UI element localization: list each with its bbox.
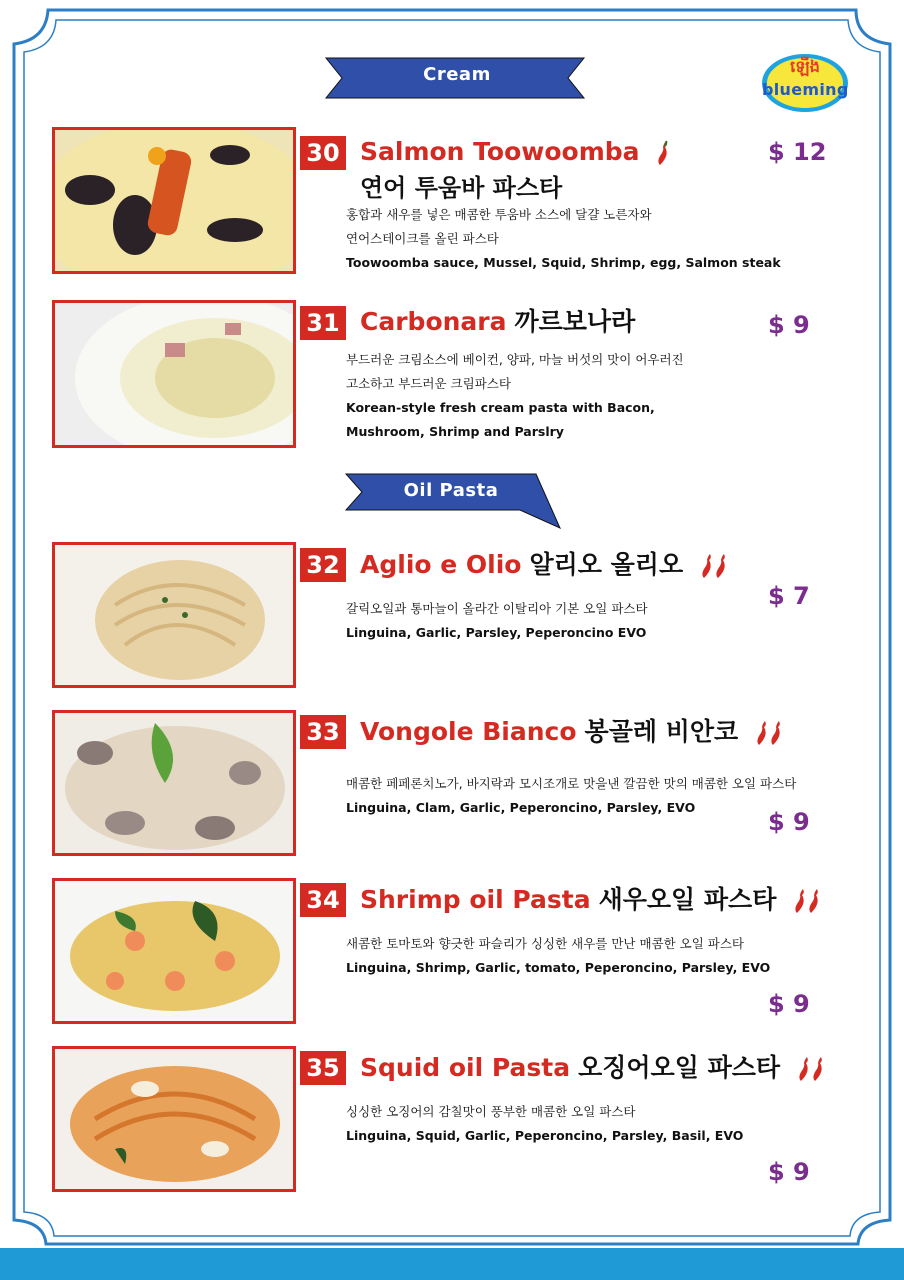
chili-icon (654, 139, 672, 167)
desc-ko-line: 새콤한 토마토와 향긋한 파슬리가 싱싱한 새우를 만난 매콤한 오일 파스타 (346, 936, 745, 951)
dish-photo (52, 710, 296, 856)
item-title-ko: 오징어오일 파스타 (578, 1053, 781, 1082)
item-number: 30 (300, 136, 346, 170)
blueming-logo (760, 52, 850, 114)
item-title (360, 883, 823, 917)
desc-ko-line: 고소하고 부드러운 크림파스타 (346, 376, 511, 391)
desc-ko-line: 연어스테이크를 올린 파스타 (346, 231, 499, 246)
double-chili-icon (698, 552, 730, 580)
item-price: $ 12 (768, 138, 827, 166)
double-chili-icon (791, 887, 823, 915)
desc-ko-line: 싱싱한 오징어의 감칠맛이 풍부한 매콤한 오일 파스타 (346, 1104, 636, 1119)
desc-en-line: Linguina, Squid, Garlic, Peperoncino, Parsley, Basil, EVO (346, 1128, 744, 1143)
item-description (346, 932, 770, 980)
desc-en-line: Toowoomba sauce, Mussel, Squid, Shrimp, egg, Salmon steak (346, 255, 781, 270)
bottom-bar (0, 1248, 904, 1280)
dish-photo (52, 1046, 296, 1192)
item-title (360, 305, 635, 339)
section-title-oil: Oil Pasta (403, 480, 499, 501)
item-subtitle-ko: 연어 투움바 파스타 (360, 174, 563, 202)
item-title-en: Carbonara (360, 307, 507, 336)
double-chili-icon (795, 1055, 827, 1083)
desc-en-line: Linguina, Clam, Garlic, Peperoncino, Parsley, EVO (346, 800, 696, 815)
item-title-ko: 알리오 올리오 (529, 550, 684, 579)
item-title-ko: 까르보나라 (514, 307, 636, 336)
item-number: 32 (300, 548, 346, 582)
item-description (346, 348, 684, 444)
dish-photo (52, 878, 296, 1024)
item-number: 31 (300, 306, 346, 340)
desc-en-line: Linguina, Shrimp, Garlic, tomato, Peperoncino, Parsley, EVO (346, 960, 771, 975)
item-number: 34 (300, 883, 346, 917)
item-title-en: Squid oil Pasta (360, 1053, 571, 1082)
item-title (360, 715, 785, 749)
logo-brand-text: blueming (762, 80, 849, 99)
desc-ko-line: 매콤한 페페론치노가, 바지락과 모시조개로 맛을낸 깔끔한 맛의 매콤한 오일 파스타 (346, 776, 797, 791)
item-title-ko: 새우오일 파스타 (598, 885, 777, 914)
item-price: $ 9 (768, 990, 810, 1018)
item-title (360, 548, 730, 582)
item-price: $ 9 (768, 1158, 810, 1186)
item-description (346, 597, 648, 645)
section-banner-oil (340, 470, 562, 530)
desc-ko-line: 갈릭오일과 통마늘이 올라간 이탈리아 기본 오일 파스타 (346, 601, 648, 616)
double-chili-icon (753, 719, 785, 747)
item-title-en: Vongole Bianco (360, 717, 577, 746)
item-title (360, 1051, 827, 1085)
desc-ko-line: 부드러운 크림소스에 베이컨, 양파, 마늘 버섯의 맛이 어우러진 (346, 352, 684, 367)
item-description (346, 772, 796, 820)
item-description (346, 1100, 743, 1148)
item-title (360, 135, 672, 169)
item-title-en: Shrimp oil Pasta (360, 885, 591, 914)
section-banner-cream (322, 54, 592, 100)
item-title-en: Salmon Toowoomba (360, 137, 640, 166)
desc-en-line: Linguina, Garlic, Parsley, Peperoncino EVO (346, 625, 647, 640)
desc-en-line: Korean-style fresh cream pasta with Bacon, (346, 400, 655, 415)
item-title-en: Aglio e Olio (360, 550, 522, 579)
desc-en-line: Mushroom, Shrimp and Parslry (346, 424, 564, 439)
item-description (346, 203, 781, 275)
item-price: $ 9 (768, 808, 810, 836)
item-price: $ 9 (768, 311, 810, 339)
item-number: 33 (300, 715, 346, 749)
dish-photo (52, 127, 296, 274)
item-title-ko: 봉골레 비안코 (584, 717, 739, 746)
dish-photo (52, 542, 296, 688)
desc-ko-line: 홍합과 새우를 넣은 매콤한 투움바 소스에 달걀 노른자와 (346, 207, 652, 222)
dish-photo (52, 300, 296, 448)
item-price: $ 7 (768, 582, 810, 610)
item-number: 35 (300, 1051, 346, 1085)
logo-khmer-text: ឡើង (790, 57, 820, 76)
section-title-cream: Cream (423, 64, 491, 85)
